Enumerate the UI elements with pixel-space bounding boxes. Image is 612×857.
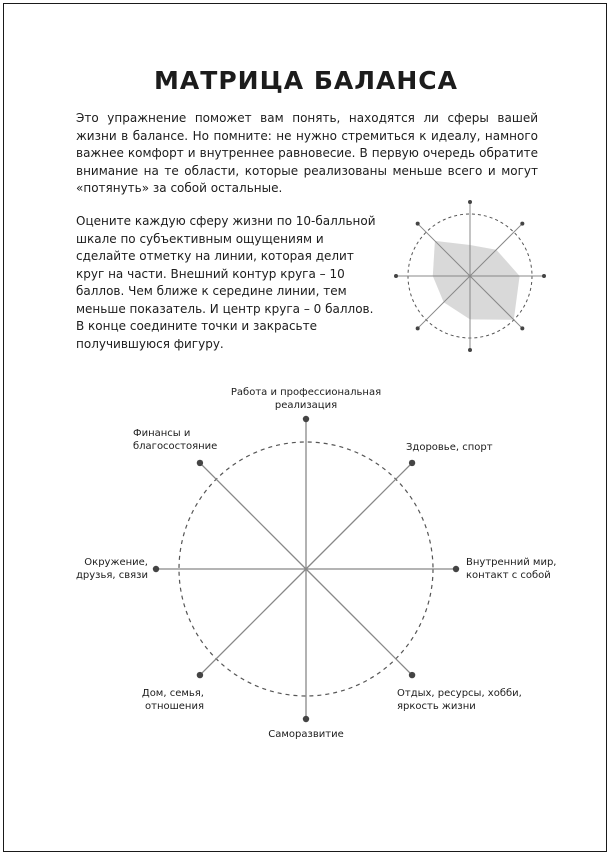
main-dot-home — [197, 672, 203, 678]
label-self-development: Саморазвитие — [268, 729, 344, 740]
label-home: Дом, семья, отношения — [141, 688, 204, 712]
main-dot-social — [153, 566, 159, 572]
label-finance: Финансы и благосостояние — [133, 428, 218, 452]
main-spoke-finance — [200, 463, 306, 569]
main-dot-health — [409, 460, 415, 466]
label-health: Здоровье, спорт — [406, 442, 493, 453]
main-spoke-home — [200, 569, 306, 675]
main-dot-work — [303, 416, 309, 422]
label-inner: Внутренний мир, контакт с собой — [466, 557, 557, 581]
main-spoke-health — [306, 463, 412, 569]
main-spoke-rest — [306, 569, 412, 675]
instructions-paragraph: Оцените каждую сферу жизни по 10-балльной шкале по субъективным ощущениям и сделайте отметку на линии, которая делит круг на части. Внешний контур круга – 10 баллов. Чем ближе к середине линии, тем меньше показатель. И центр круга – 0 баллов. В конце соедините точки и закрасьте получившуюся фигуру. — [76, 214, 376, 351]
main-dot-finance — [197, 460, 203, 466]
label-social: Окружение, друзья, связи — [76, 557, 148, 581]
label-rest: Отдых, ресурсы, хобби, яркость жизни — [397, 688, 522, 712]
main-dot-self_dev — [303, 716, 309, 722]
label-work: Работа и профессиональная реализация — [230, 387, 382, 411]
intro-paragraph: Это упражнение поможет вам понять, находятся ли сферы вашей жизни в балансе. Но помните: не нужно стремиться к идеалу, намного важнее комфорт и внутреннее равновесие. В первую очередь обратите внимание на те области, которые реализованы меньше всего и могут «потянуть» за собой остальные. — [76, 111, 538, 195]
main-dot-rest — [409, 672, 415, 678]
page-title: МАТРИЦА БАЛАНСА — [154, 66, 458, 95]
main-dot-inner — [453, 566, 459, 572]
